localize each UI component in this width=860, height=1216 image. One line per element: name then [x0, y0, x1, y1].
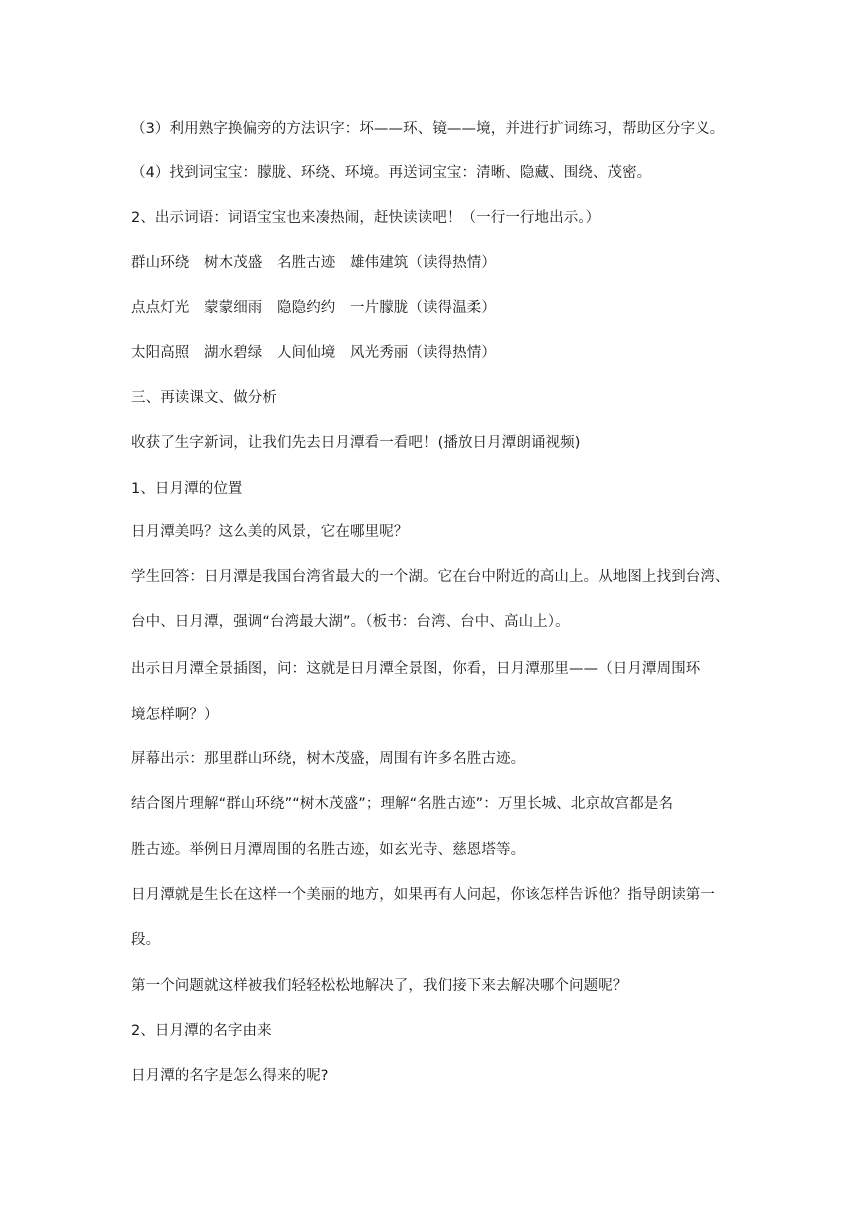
- subheading-name-origin: 2、日月潭的名字由来: [131, 1023, 272, 1039]
- text-line-method-literacy: （3）利用熟字换偏旁的方法识字：坏——环、镜——境，并进行扩词练习，帮助区分字义。: [131, 121, 725, 137]
- text-line-word-group-1: 群山环绕 树木茂盛 名胜古迹 雄伟建筑（读得热情）: [131, 255, 496, 271]
- subheading-location: 1、日月潭的位置: [131, 481, 243, 497]
- section-heading-reread: 三、再读课文、做分析: [131, 390, 277, 406]
- text-line-reading-guide: 日月潭就是生长在这样一个美丽的地方，如果再有人问起，你该怎样告诉他？指导朗读第一: [131, 887, 715, 903]
- text-line-panorama-cont: 境怎样啊？）: [131, 707, 219, 723]
- text-line-name-question: 日月潭的名字是怎么得来的呢?: [131, 1068, 329, 1084]
- text-line-screen-show: 屏幕出示：那里群山环绕，树木茂盛，周围有许多名胜古迹。: [131, 751, 526, 767]
- text-line-word-group-2: 点点灯光 蒙蒙细雨 隐隐约约 一片朦胧（读得温柔）: [131, 300, 496, 316]
- text-line-understand-cont: 胜古迹。举例日月潭周围的名胜古迹，如玄光寺、慈恩塔等。: [131, 842, 526, 858]
- text-line-student-answer-cont: 台中、日月潭，强调“台湾最大湖”。（板书：台湾、台中、高山上）。: [131, 614, 570, 630]
- text-line-reading-guide-cont: 段。: [131, 932, 161, 948]
- text-line-video: 收获了生字新词，让我们先去日月潭看一看吧！(播放日月潭朗诵视频): [131, 435, 581, 451]
- text-line-panorama: 出示日月潭全景插图，问：这就是日月潭全景图，你看，日月潭那里——（日月潭周围环: [131, 661, 701, 677]
- text-line-question-where: 日月潭美吗？这么美的风景，它在哪里呢？: [131, 524, 409, 540]
- text-line-next-question: 第一个问题就这样被我们轻轻松松地解决了，我们接下来去解决哪个问题呢？: [131, 978, 628, 994]
- text-line-word-treasures: （4）找到词宝宝：朦胧、环绕、环境。再送词宝宝：清晰、隐藏、围绕、茂密。: [131, 165, 652, 181]
- text-line-word-group-3: 太阳高照 湖水碧绿 人间仙境 风光秀丽（读得热情）: [131, 345, 496, 361]
- text-line-understand: 结合图片理解“群山环绕”“树木茂盛”；理解“名胜古迹”：万里长城、北京故宫都是名: [131, 796, 674, 812]
- text-line-show-words: 2、出示词语：词语宝宝也来凑热闹，赶快读读吧！（一行一行地出示。）: [131, 210, 601, 226]
- text-line-student-answer: 学生回答：日月潭是我国台湾省最大的一个湖。它在台中附近的高山上。从地图上找到台湾、: [131, 569, 730, 585]
